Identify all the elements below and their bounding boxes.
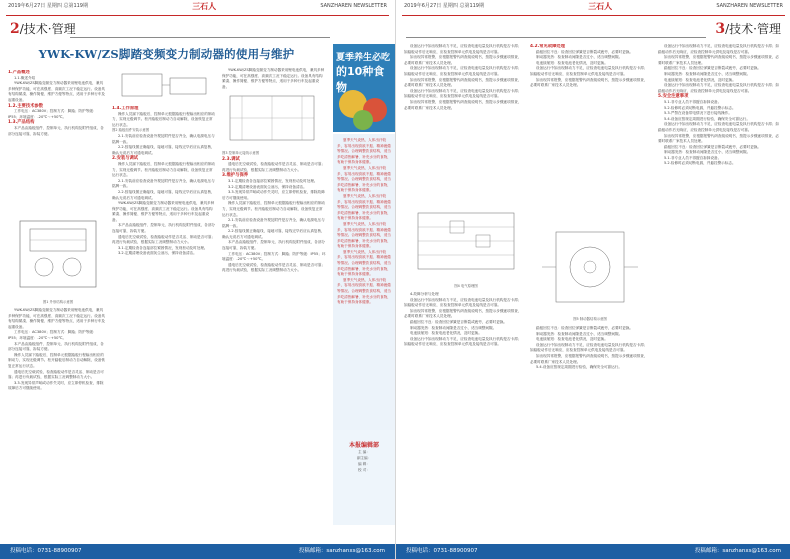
paragraph: 设备运行中如出现制动力不足，应检查电池电量及执行机构是否卡滞；如踏板动作后无响应，应检查控制单元供电及接线是否可靠。 xyxy=(404,88,522,99)
paragraph: 3.2.定期清理设备表面灰尘油污，保持设备清洁。 xyxy=(228,184,307,189)
health-feature-text xyxy=(333,134,395,432)
pedal-figure xyxy=(112,68,216,104)
paragraph: 设备运行中如出现制动力不足，应检查电池电量及执行机构是否卡滞；如踏板动作后无响应，应检查控制单元供电及接线是否可靠。 xyxy=(658,83,779,93)
section-label xyxy=(715,20,781,37)
editorial-line: 编 辑： xyxy=(358,462,370,466)
paragraph: 如出现异常报警，应根据报警代码查阅说明书，按提示步骤逐项排查，必要时联系厂家技术人员处理。 xyxy=(530,353,648,364)
paragraph: 踏板回位不良：检查回位弹簧是否断裂或疲劳，必要时更换。 xyxy=(664,144,762,149)
paragraph: 5.4.设备应按规定周期进行检验，确保安全可靠运行。 xyxy=(536,365,622,370)
article-column-2b xyxy=(530,326,650,528)
article-column-2 xyxy=(112,106,216,526)
paragraph: 本产品由踏板组件、控制单元、执行机构及附件组成，各部分连接可靠，拆装方便。 xyxy=(222,240,326,251)
figure-caption: 图2 踏板组件安装示意图 xyxy=(112,128,150,133)
paragraph: 电池续航短：检查电池老化情况，及时更换。 xyxy=(410,331,482,336)
paragraph: 5.4.设备应按规定周期进行检验，确保安全可靠运行。 xyxy=(664,116,750,121)
paragraph: 本产品由踏板组件、控制单元、执行机构及附件组成，各部分连接可靠，拆装方便。 xyxy=(112,223,216,234)
editorial-title: 本报编辑部 xyxy=(348,442,379,449)
heading: 1.3.产品结构 xyxy=(8,120,35,126)
paragraph: 操作人员踩下踏板后，控制单元根据踏板行程输出相应的制动力，实现无级调节。松开踏板后制动力自动解除，设备恢复正常运行状态。 xyxy=(8,352,106,368)
health-title-line2: 的10种食物 xyxy=(336,65,385,94)
section-number: 2 xyxy=(10,21,20,37)
paragraph: 制动器发热：检查制动间隙是否过小，适当调整间隙。 xyxy=(536,331,623,336)
page-header xyxy=(0,0,395,13)
header-english: SANZHAREN NEWSLETTER xyxy=(320,3,387,9)
health-title-line1: 夏季养生必吃 xyxy=(336,53,391,63)
paragraph: 4.故障分析与处理 xyxy=(410,292,439,296)
section-name: /技术·管理 xyxy=(19,22,76,36)
heading: 3.维护与保养 xyxy=(222,173,249,179)
section-label xyxy=(10,20,76,37)
figure-caption: 图4 电气原理图 xyxy=(454,284,478,288)
paragraph: 设备运行中如出现制动力不足，应检查电池电量及执行机构是否卡滞；如踏板动作后无响应，应检查控制单元供电及接线是否可靠。 xyxy=(530,66,648,76)
paragraph: 通电后先空载试验，检查踏板动作是否灵活、制动是否可靠；再进行负载试验，根据实际工况调整制动力大小。 xyxy=(8,369,104,380)
editorial-line: 主 编： xyxy=(358,450,370,454)
paragraph: 2.1.安装前应检查设备外观及附件是否齐全，确认电源电压与铭牌一致。 xyxy=(222,218,325,228)
paragraph: 工作电压：AC380V；控制方式：脚踏；防护等级：IP55；环境温度：-20℃～+50℃。 xyxy=(8,109,97,119)
paragraph: YWK-KW/ZS脚踏变频变力制动器采用锂电池供电，兼具多种保护功能，可在高强度、高频次工况下稳定运行。设备具有结构紧凑、操作简便、维护方便等特点，适用于多种行车及起重设备。 xyxy=(222,68,325,89)
article-column-1 xyxy=(404,44,524,204)
heading: 2.3.调试 xyxy=(222,156,240,162)
paragraph: 设备运行中如出现制动力不足，应检查电池电量及执行机构是否卡滞；如踏板动作后无响应，应检查控制单元供电及接线是否可靠。 xyxy=(530,342,648,353)
heading: 1.产品概述 xyxy=(8,70,30,75)
paragraph: 5.2.检修时必须切断电源，并悬挂警示标志。 xyxy=(664,105,736,110)
paragraph: YWK-KW/ZS脚踏变频变力制动器采用锂电池供电，兼具多种保护功能，可在高强度、高频次工况下稳定运行。设备具有结构紧凑、操作简便、维护方便等特点，适用于多种行车及起重设备。 xyxy=(8,308,106,329)
paragraph: 设备运行中如出现制动力不足，应检查电池电量及执行机构是否卡滞；如踏板动作后无响应，应检查控制单元供电及接线是否可靠。 xyxy=(404,44,522,54)
heading: 5.安全注意事项 xyxy=(658,94,689,100)
paragraph: 5.3.严禁在设备带电情况下进行接线操作。 xyxy=(664,111,732,116)
paragraph: 操作人员踩下踏板后，控制单元根据踏板行程输出相应的制动力，实现无级调节。松开踏板后制动力自动解除，设备恢复正常运行状态。 xyxy=(222,201,326,217)
paragraph: 夏季天气炎热，人体出汗较多，容易出现食欲不振、精神疲倦等情况。合理调整饮食结构，适当多吃清热解暑、补充水分的食物，有助于保持身体健康。 xyxy=(337,138,391,165)
paragraph: 操作人员踩下踏板后，控制单元根据踏板行程输出相应的制动力，实现无级调节。松开踏板后制动力自动解除，设备恢复正常运行状态。 xyxy=(112,111,216,127)
article-column-1b xyxy=(404,292,524,528)
header-rule xyxy=(402,15,785,16)
section-rule xyxy=(70,37,330,38)
paragraph: 1.1.概述介绍 xyxy=(14,75,36,80)
paragraph: 电池续航短：检查电池老化情况，及时更换。 xyxy=(664,77,736,82)
paragraph: 设备运行中如出现制动力不足，应检查电池电量及执行机构是否卡滞；如踏板动作后无响应，应检查控制单元供电及接线是否可靠。 xyxy=(658,122,779,132)
article-title: YWK-KW/ZS脚踏变频变力制动器的使用与维护 xyxy=(38,47,295,61)
editorial-box xyxy=(333,430,395,525)
heading: 1.4.工作原理 xyxy=(112,106,139,111)
circuit-figure xyxy=(410,207,522,281)
paragraph: 如出现异常报警，应根据报警代码查阅说明书，按提示步骤逐项排查，必要时联系厂家技术人员处理。 xyxy=(404,99,522,110)
page-right xyxy=(395,0,790,559)
page-footer xyxy=(396,544,790,559)
figure-caption: 图5 制动器结构示意图 xyxy=(573,317,607,321)
editorial-line: 副主编： xyxy=(356,456,372,460)
wiring-figure xyxy=(222,90,322,148)
paragraph: 5.2.检修时必须切断电源，并悬挂警示标志。 xyxy=(664,161,736,166)
brand-logo: 三石人 xyxy=(192,1,217,11)
paragraph: 2.2.按接线图正确接线，接地可靠，接线完毕后应认真复核，确认无误后方可通电调试。 xyxy=(112,145,215,155)
paragraph: 电池续航短：检查电池老化情况，及时更换。 xyxy=(536,337,608,342)
paragraph: 设备运行中如出现制动力不足，应检查电池电量及执行机构是否卡滞；如踏板动作后无响应，应检查控制单元供电及接线是否可靠。 xyxy=(404,336,522,347)
footer-email: 投稿邮箱：sanzhanxs@163.com xyxy=(694,548,781,554)
paragraph: 本产品由踏板组件、控制单元、执行机构及附件组成，各部分连接可靠，拆装方便。 xyxy=(8,341,104,352)
article-column-3 xyxy=(658,44,782,528)
paragraph: 通电后先空载试验，检查踏板动作是否灵活、制动是否可靠；再进行负载试验，根据实际工况调整制动力大小。 xyxy=(222,262,326,273)
paragraph: 设备运行中如出现制动力不足，应检查电池电量及执行机构是否卡滞；如踏板动作后无响应，应检查控制单元供电及接线是否可靠。 xyxy=(404,297,522,308)
paragraph: 5.1.非专业人员不得擅自拆卸设备。 xyxy=(664,99,722,104)
paragraph: 踏板回位不良：检查回位弹簧是否断裂或疲劳，必要时更换。 xyxy=(536,49,634,54)
paragraph: YWK-KW/ZS脚踏变频变力制动器采用锂电池供电，兼具多种保护功能，可在高强度、高频次工况下稳定运行。设备具有结构紧凑、操作简便、维护方便等特点，适用于多种行车及起重设备。 xyxy=(8,81,106,102)
paragraph: 如出现异常报警，应根据报警代码查阅说明书，按提示步骤逐项排查，必要时联系厂家技术人员处理。 xyxy=(404,55,522,65)
footer-phone: 投稿电话：0731-88900907 xyxy=(406,548,478,554)
paragraph: 3.3.发现异常声响或动作失灵时，应立即停机检查，排除故障后方可继续使用。 xyxy=(222,190,325,200)
paragraph: 2.1.安装前应检查设备外观及附件是否齐全，确认电源电压与铭牌一致。 xyxy=(112,133,215,144)
paragraph: 通电后先空载试验，检查踏板动作是否灵活、制动是否可靠；再进行负载试验，根据实际工况调整制动力大小。 xyxy=(222,162,326,172)
header-date: 2019年6月27日 星期四 总第119期 xyxy=(404,3,484,9)
paragraph: YWK-KW/ZS脚踏变频变力制动器采用锂电池供电，兼具多种保护功能，可在高强度、高频次工况下稳定运行。设备具有结构紧凑、操作简便、维护方便等特点，适用于多种行车及起重设备。 xyxy=(112,201,215,222)
heading: 2.安装与调试 xyxy=(112,156,139,162)
footer-phone: 投稿电话：0731-88900907 xyxy=(10,548,82,554)
paragraph: 2.2.按接线图正确接线，接地可靠，接线完毕后应认真复核，确认无误后方可通电调试。 xyxy=(112,189,215,200)
paragraph: 如出现异常报警，应根据报警代码查阅说明书，按提示步骤逐项排查，必要时联系厂家技术人员处理。 xyxy=(658,133,779,144)
figure-caption: 图3 控制单元接线示意图 xyxy=(222,150,260,155)
paragraph: 3.2.定期清理设备表面灰尘油污，保持设备清洁。 xyxy=(118,251,197,256)
footer-email: 投稿邮箱：sanzhanxs@163.com xyxy=(298,548,385,554)
paragraph: 操作人员踩下踏板后，控制单元根据踏板行程输出相应的制动力，实现无级调节。松开踏板后制动力自动解除，设备恢复正常运行状态。 xyxy=(112,161,216,178)
paragraph: 2.2.按接线图正确接线，接地可靠，接线完毕后应认真复核，确认无误后方可通电调试。 xyxy=(222,229,325,239)
paragraph: 2.1.安装前应检查设备外观及附件是否齐全，确认电源电压与铭牌一致。 xyxy=(112,178,215,189)
paragraph: 如出现异常报警，应根据报警代码查阅说明书，按提示步骤逐项排查，必要时联系厂家技术人员处理。 xyxy=(404,308,522,319)
heading: 1.2.主要技术参数 xyxy=(8,103,44,109)
paragraph: 3.3.发现异常声响或动作失灵时，应立即停机检查，排除故障后方可继续使用。 xyxy=(8,380,104,391)
paragraph: 设备运行中如出现制动力不足，应检查电池电量及执行机构是否卡滞；如踏板动作后无响应，应检查控制单元供电及接线是否可靠。 xyxy=(404,66,522,76)
paragraph: 夏季天气炎热，人体出汗较多，容易出现食欲不振、精神疲倦等情况。合理调整饮食结构，适当多吃清热解暑、补充水分的食物，有助于保持身体健康。 xyxy=(337,193,391,221)
figure-caption: 图1 外形结构示意图 xyxy=(42,300,74,304)
editorial-line: 校 对： xyxy=(358,468,370,472)
paragraph: 踏板回位不良：检查回位弹簧是否断裂或疲劳，必要时更换。 xyxy=(536,326,634,330)
paragraph: 通电后先空载试验，检查踏板动作是否灵活、制动是否可靠；再进行负载试验，根据实际工况调整制动力大小。 xyxy=(112,234,216,245)
paragraph: 如出现异常报警，应根据报警代码查阅说明书，按提示步骤逐项排查，必要时联系厂家技术人员处理。 xyxy=(530,77,648,88)
paragraph: 如出现异常报警，应根据报警代码查阅说明书，按提示步骤逐项排查，必要时联系厂家技术人员处理。 xyxy=(404,77,522,88)
article-column-3 xyxy=(222,68,326,528)
paragraph: 踏板回位不良：检查回位弹簧是否断裂或疲劳，必要时更换。 xyxy=(664,66,762,71)
structure-figure xyxy=(14,215,102,297)
paragraph: 电池续航短：检查电池老化情况，及时更换。 xyxy=(536,60,608,65)
paragraph: 夏季天气炎热，人体出汗较多，容易出现食欲不振、精神疲倦等情况。合理调整饮食结构，适当多吃清热解暑、补充水分的食物，有助于保持身体健康。 xyxy=(337,165,391,193)
header-date: 2019年6月27日 星期四 总第119期 xyxy=(8,3,88,9)
paragraph: 制动器发热：检查制动间隙是否过小，适当调整间隙。 xyxy=(664,150,751,155)
brake-figure xyxy=(536,222,644,314)
paragraph: 3.1.定期检查各连接部位紧固情况，发现松动及时处理。 xyxy=(228,178,318,183)
paragraph: 制动器发热：检查制动间隙是否过小，适当调整间隙。 xyxy=(410,325,497,330)
section-number: 3 xyxy=(715,21,726,37)
page-footer xyxy=(0,544,395,559)
section-rule xyxy=(406,37,706,38)
health-feature-banner xyxy=(333,44,395,132)
paragraph: 夏季天气炎热，人体出汗较多，容易出现食欲不振、精神疲倦等情况。合理调整饮食结构，适当多吃清热解暑、补充水分的食物，有助于保持身体健康。 xyxy=(337,221,391,249)
heading: 4.2.常见故障处理 xyxy=(530,44,566,49)
article-column-1b xyxy=(8,308,106,528)
paragraph: 如出现异常报警，应根据报警代码查阅说明书，按提示步骤逐项排查，必要时联系厂家技术人员处理。 xyxy=(658,55,779,65)
article-column-1 xyxy=(8,70,106,212)
paragraph: 本产品由踏板组件、控制单元、执行机构及附件组成，各部分连接可靠，拆装方便。 xyxy=(8,125,104,136)
paragraph: 5.1.非专业人员不得擅自拆卸设备。 xyxy=(664,155,722,160)
paragraph: 夏季天气炎热，人体出汗较多，容易出现食欲不振、精神疲倦等情况。合理调整饮食结构，适当多吃清热解暑、补充水分的食物，有助于保持身体健康。 xyxy=(337,277,391,305)
paragraph: 工作电压：AC380V；控制方式：脚踏；防护等级：IP55；环境温度：-20℃～+50℃。 xyxy=(8,330,97,340)
paragraph: 3.1.定期检查各连接部位紧固情况，发现松动及时处理。 xyxy=(118,245,208,250)
paragraph: 设备运行中如出现制动力不足，应检查电池电量及执行机构是否卡滞；如踏板动作后无响应，应检查控制单元供电及接线是否可靠。 xyxy=(658,44,779,54)
paragraph: 制动器发热：检查制动间隙是否过小，适当调整间隙。 xyxy=(664,71,751,76)
header-rule xyxy=(6,15,389,16)
paragraph: 夏季天气炎热，人体出汗较多，容易出现食欲不振、精神疲倦等情况。合理调整饮食结构，适当多吃清热解暑、补充水分的食物，有助于保持身体健康。 xyxy=(337,249,391,277)
page-header xyxy=(396,0,790,13)
section-name: /技术·管理 xyxy=(725,22,781,36)
paragraph: 制动器发热：检查制动间隙是否过小，适当调整间隙。 xyxy=(536,55,623,60)
article-column-2 xyxy=(530,44,650,220)
paragraph: 工作电压：AC380V；控制方式：脚踏；防护等级：IP55；环境温度：-20℃～+50℃。 xyxy=(222,251,326,262)
paragraph: 踏板回位不良：检查回位弹簧是否断裂或疲劳，必要时更换。 xyxy=(410,319,508,324)
brand-logo: 三石人 xyxy=(588,1,613,11)
header-english: SANZHAREN NEWSLETTER xyxy=(716,3,783,9)
